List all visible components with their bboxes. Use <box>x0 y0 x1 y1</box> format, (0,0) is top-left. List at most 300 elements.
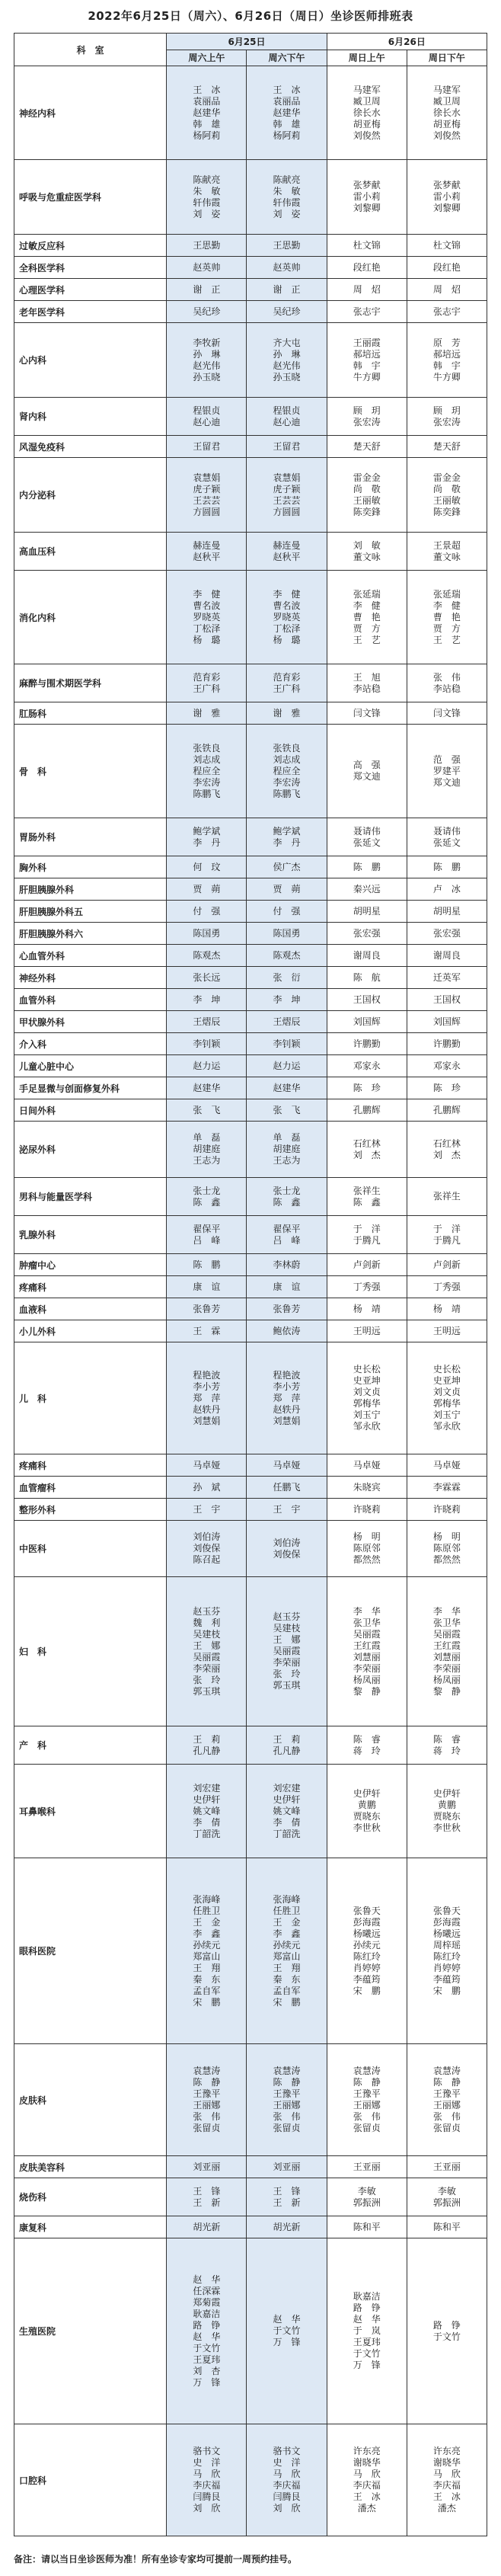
department-cell: 血管外科 <box>14 989 167 1011</box>
department-cell: 耳鼻喉科 <box>14 1765 167 1858</box>
doctor-cell-sat-pm: 张士龙 陈 鑫 <box>247 1178 327 1216</box>
table-row <box>14 967 487 989</box>
department-cell: 内分泌科 <box>14 458 167 533</box>
doctor-cell-sun-am: 陈 珍 <box>327 1077 407 1099</box>
doctor-cell-sat-am: 付 强 <box>167 901 247 923</box>
doctor-cell-sat-am: 赵力运 <box>167 1055 247 1077</box>
doctor-cell-sun-am: 王亚丽 <box>327 2156 407 2178</box>
doctor-cell-sun-pm: 雷金金 尚 敬 王丽敏 陈奕鋒 <box>407 458 487 533</box>
doctor-cell-sun-am: 于 洋 于腾凡 <box>327 1216 407 1254</box>
doctor-cell-sun-pm: 张梦献 雷小莉 刘黎卿 <box>407 160 487 235</box>
doctor-cell-sat-am: 谢 正 <box>167 279 247 301</box>
doctor-cell-sat-pm: 骆书文 史 洋 马 欣 李庆福 闫腾艮 刘 欣 <box>247 2424 327 2536</box>
doctor-cell-sat-pm: 康 谊 <box>247 1276 327 1298</box>
doctor-cell-sat-am: 陈献亮 朱 敏 轩伟霞 刘 姿 <box>167 160 247 235</box>
department-cell: 血液科 <box>14 1298 167 1320</box>
table-row <box>14 1342 487 1454</box>
doctor-cell-sat-pm: 刘宏建 史伊轩 姚文峰 李 倩 丁韶洗 <box>247 1765 327 1858</box>
table-row <box>14 1577 487 1726</box>
doctor-cell-sun-am: 马建军 臧卫周 徐长水 胡亚梅 刘俊然 <box>327 66 407 160</box>
table-row <box>14 2424 487 2536</box>
department-cell: 肝胆胰腺外科六 <box>14 923 167 945</box>
table-row <box>14 279 487 301</box>
doctor-cell-sat-am: 李钊颖 <box>167 1033 247 1055</box>
doctor-cell-sat-am: 张长远 <box>167 967 247 989</box>
doctor-cell-sat-pm: 任鹏飞 <box>247 1477 327 1499</box>
doctor-cell-sun-pm: 马卓娅 <box>407 1454 487 1477</box>
department-cell: 小儿外科 <box>14 1320 167 1342</box>
doctor-cell-sat-pm: 范育彩 王广科 <box>247 664 327 702</box>
doctor-cell-sun-pm: 迁英军 <box>407 967 487 989</box>
doctor-cell-sat-am: 张铁良 刘志成 程应全 李宏涛 陈鹏飞 <box>167 725 247 818</box>
doctor-cell-sat-am: 王熠辰 <box>167 1011 247 1033</box>
sunday-pm-header: 周日下午 <box>407 50 487 66</box>
doctor-cell-sat-pm: 侯广杰 <box>247 856 327 878</box>
doctor-cell-sat-pm: 张 飞 <box>247 1099 327 1122</box>
doctor-cell-sun-pm: 段红艳 <box>407 257 487 279</box>
doctor-cell-sat-pm: 付 强 <box>247 901 327 923</box>
doctor-cell-sun-am: 石红林 刘 杰 <box>327 1122 407 1178</box>
doctor-cell-sat-pm: 程银贞 赵心迪 <box>247 398 327 436</box>
doctor-cell-sat-am: 赵玉芬 魏 利 吴建枝 王 娜 吴丽霞 李荣丽 张 玲 郭玉琪 <box>167 1577 247 1726</box>
doctor-cell-sat-am: 王思勤 <box>167 235 247 257</box>
doctor-cell-sun-am: 丁秀强 <box>327 1276 407 1298</box>
doctor-cell-sun-pm: 周 炤 <box>407 279 487 301</box>
department-cell: 儿童心脏中心 <box>14 1055 167 1077</box>
doctor-cell-sat-pm: 赵建华 <box>247 1077 327 1099</box>
doctor-cell-sat-am: 赵 华 任深霖 郑菊霞 耿嘉洁 路 铮 赵 华 于文竹 王夏玮 刘 杏 万 锋 <box>167 2238 247 2424</box>
department-cell: 肾内科 <box>14 398 167 436</box>
department-cell: 呼吸与危重症医学科 <box>14 160 167 235</box>
doctor-cell-sat-am: 袁慧娟 虎子颖 王芸芸 方圆圆 <box>167 458 247 533</box>
doctor-cell-sun-pm: 袁慧涛 陈 静 王豫平 王丽娜 张 伟 张留贞 <box>407 2044 487 2156</box>
table-row <box>14 1477 487 1499</box>
table-row <box>14 458 487 533</box>
doctor-cell-sun-pm: 张志宇 <box>407 301 487 323</box>
table-row <box>14 1298 487 1320</box>
table-row <box>14 235 487 257</box>
doctor-cell-sat-pm: 王留君 <box>247 436 327 458</box>
doctor-cell-sun-am: 耿嘉洁 路 铮 赵 华 于 岚 王夏玮 于文竹 万 锋 <box>327 2238 407 2424</box>
doctor-cell-sun-am: 陈 睿 蒋 玲 <box>327 1726 407 1765</box>
doctor-cell-sun-pm: 顾 玥 张宏涛 <box>407 398 487 436</box>
doctor-cell-sat-am: 王 宇 <box>167 1499 247 1521</box>
sunday-am-header: 周日上午 <box>327 50 407 66</box>
department-cell: 妇 科 <box>14 1577 167 1726</box>
table-row <box>14 1254 487 1276</box>
table-row <box>14 664 487 702</box>
doctor-cell-sat-am: 鲍学斌 李 丹 <box>167 818 247 856</box>
doctor-cell-sun-am: 杜文锦 <box>327 235 407 257</box>
doctor-cell-sun-pm: 许晓莉 <box>407 1499 487 1521</box>
department-cell: 肝胆胰腺外科五 <box>14 901 167 923</box>
table-row <box>14 725 487 818</box>
table-row <box>14 160 487 235</box>
doctor-cell-sat-pm: 陈国勇 <box>247 923 327 945</box>
doctor-cell-sun-am: 史长松 史亚坤 刘文贞 郭梅华 刘玉宁 邹永欣 <box>327 1342 407 1454</box>
doctor-cell-sun-am: 王明远 <box>327 1320 407 1342</box>
department-cell: 胃肠外科 <box>14 818 167 856</box>
doctor-cell-sat-am: 李 坤 <box>167 989 247 1011</box>
doctor-cell-sun-pm: 史长松 史亚坤 刘文贞 郭梅华 刘玉宁 邹永欣 <box>407 1342 487 1454</box>
page-title: 2022年6月25日（周六）、6月26日（周日）坐诊医师排班表 <box>88 9 413 23</box>
doctor-cell-sat-pm: 王思勤 <box>247 235 327 257</box>
date-header-day2: 6月26日 <box>327 34 487 50</box>
doctor-cell-sun-pm: 张 伟 李站稳 <box>407 664 487 702</box>
doctor-cell-sat-am: 王 冰 袁丽品 赵建华 韩 雄 杨阿莉 <box>167 66 247 160</box>
doctor-cell-sat-pm: 赫连曼 赵秋平 <box>247 533 327 571</box>
department-cell: 皮肤科 <box>14 2044 167 2156</box>
doctor-cell-sun-pm: 史伊轩 黄鹏 贾晓东 李世秋 <box>407 1765 487 1858</box>
table-row <box>14 818 487 856</box>
department-cell: 肿瘤中心 <box>14 1254 167 1276</box>
department-cell: 日间外科 <box>14 1099 167 1122</box>
doctor-cell-sat-pm: 王熠辰 <box>247 1011 327 1033</box>
table-row <box>14 257 487 279</box>
doctor-cell-sat-am: 刘伯涛 刘俊保 陈召起 <box>167 1521 247 1577</box>
table-row <box>14 1178 487 1216</box>
doctor-cell-sun-pm: 卢剑新 <box>407 1254 487 1276</box>
doctor-cell-sun-am: 胡明星 <box>327 901 407 923</box>
doctor-cell-sat-pm: 刘伯涛 刘俊保 <box>247 1521 327 1577</box>
table-row <box>14 398 487 436</box>
table-row <box>14 2238 487 2424</box>
doctor-cell-sat-pm: 胡光新 <box>247 2216 327 2238</box>
doctor-cell-sat-pm: 谢 正 <box>247 279 327 301</box>
doctor-cell-sat-am: 赵英帅 <box>167 257 247 279</box>
department-cell: 泌尿外科 <box>14 1122 167 1178</box>
table-row <box>14 1055 487 1077</box>
doctor-cell-sat-pm: 赵力运 <box>247 1055 327 1077</box>
table-row <box>14 1858 487 2044</box>
department-cell: 疼痛科 <box>14 1454 167 1477</box>
doctor-cell-sun-pm: 陈 鹏 <box>407 856 487 878</box>
doctor-cell-sun-am: 许晓莉 <box>327 1499 407 1521</box>
department-cell: 心理医学科 <box>14 279 167 301</box>
doctor-cell-sat-am: 王 莉 孔凡静 <box>167 1726 247 1765</box>
doctor-cell-sat-pm: 齐大屯 孙 琳 赵光伟 孙玉晓 <box>247 323 327 398</box>
table-row <box>14 1320 487 1342</box>
department-cell: 疼痛科 <box>14 1276 167 1298</box>
doctor-cell-sat-am: 孙 斌 <box>167 1477 247 1499</box>
table-row <box>14 702 487 725</box>
doctor-cell-sun-am: 周 炤 <box>327 279 407 301</box>
doctor-cell-sat-am: 李牧新 孙 琳 赵光伟 孙玉晓 <box>167 323 247 398</box>
doctor-cell-sat-am: 范育彩 王广科 <box>167 664 247 702</box>
doctor-cell-sat-am: 何 玟 <box>167 856 247 878</box>
doctor-cell-sun-pm: 陈和平 <box>407 2216 487 2238</box>
table-row <box>14 301 487 323</box>
saturday-pm-header: 周六下午 <box>247 50 327 66</box>
doctor-cell-sat-pm: 陈观杰 <box>247 945 327 967</box>
doctor-cell-sat-am: 张鲁芳 <box>167 1298 247 1320</box>
doctor-cell-sat-pm: 刘亚丽 <box>247 2156 327 2178</box>
table-row <box>14 1454 487 1477</box>
doctor-cell-sat-am: 程银贞 赵心迪 <box>167 398 247 436</box>
doctor-cell-sat-pm: 袁慧娟 虎子颖 王芸芸 方圆圆 <box>247 458 327 533</box>
footer-note: 备注：请以当日坐诊医师为准！所有坐诊专家均可提前一周预约挂号。 <box>14 2554 298 2565</box>
doctor-cell-sun-am: 陈 鹏 <box>327 856 407 878</box>
doctor-cell-sun-am: 杨 靖 <box>327 1298 407 1320</box>
table-row <box>14 945 487 967</box>
doctor-cell-sun-pm: 王国权 <box>407 989 487 1011</box>
department-cell: 肛肠科 <box>14 702 167 725</box>
department-cell: 生殖医院 <box>14 2238 167 2424</box>
doctor-cell-sun-pm: 楚天舒 <box>407 436 487 458</box>
table-row <box>14 2178 487 2216</box>
doctor-cell-sun-pm: 原 芳 郝培远 韩 宇 牛方卿 <box>407 323 487 398</box>
doctor-cell-sat-pm: 程艳波 李小芳 郑 萍 赵轶丹 刘慧娟 <box>247 1342 327 1454</box>
doctor-cell-sat-am: 陈观杰 <box>167 945 247 967</box>
date-header-day1: 6月25日 <box>167 34 327 50</box>
table-row <box>14 571 487 664</box>
doctor-cell-sat-am: 吴纪珍 <box>167 301 247 323</box>
doctor-cell-sat-am: 陈 鹏 <box>167 1254 247 1276</box>
department-cell: 心内科 <box>14 323 167 398</box>
doctor-cell-sun-pm: 路 铮 于文竹 <box>407 2238 487 2424</box>
doctor-cell-sun-pm: 王明远 <box>407 1320 487 1342</box>
doctor-cell-sun-pm: 谢周良 <box>407 945 487 967</box>
department-cell: 康复科 <box>14 2216 167 2238</box>
department-cell: 神经外科 <box>14 967 167 989</box>
department-cell: 神经内科 <box>14 66 167 160</box>
doctor-cell-sun-pm: 石红林 刘 杰 <box>407 1122 487 1178</box>
department-cell: 整形外科 <box>14 1499 167 1521</box>
doctor-cell-sun-am: 孔鹏辉 <box>327 1099 407 1122</box>
doctor-cell-sun-pm: 陈 睿 蒋 玲 <box>407 1726 487 1765</box>
doctor-cell-sun-pm: 陈 珍 <box>407 1077 487 1099</box>
table-row <box>14 1216 487 1254</box>
doctor-cell-sun-am: 雷金金 尚 敬 王丽敏 陈奕鋒 <box>327 458 407 533</box>
schedule-table <box>14 33 487 2536</box>
doctor-cell-sun-am: 闫文锋 <box>327 702 407 725</box>
doctor-cell-sat-am: 李 健 曹名波 罗晓英 丁松泽 杨 璐 <box>167 571 247 664</box>
doctor-cell-sun-am: 楚天舒 <box>327 436 407 458</box>
table-row <box>14 1011 487 1033</box>
doctor-cell-sun-pm: 杜文锦 <box>407 235 487 257</box>
doctor-cell-sat-am: 翟保平 吕 峰 <box>167 1216 247 1254</box>
doctor-cell-sun-am: 刘国辉 <box>327 1011 407 1033</box>
doctor-cell-sun-pm: 胡明星 <box>407 901 487 923</box>
department-cell: 皮肤美容科 <box>14 2156 167 2178</box>
doctor-cell-sat-am: 赫连曼 赵秋平 <box>167 533 247 571</box>
doctor-cell-sat-am: 谢 雅 <box>167 702 247 725</box>
department-cell: 老年医学科 <box>14 301 167 323</box>
table-row <box>14 1499 487 1521</box>
table-row <box>14 436 487 458</box>
doctor-cell-sun-am: 秦兴远 <box>327 878 407 901</box>
doctor-cell-sun-pm: 张祥生 <box>407 1178 487 1216</box>
doctor-cell-sun-am: 张祥生 陈 鑫 <box>327 1178 407 1216</box>
doctor-cell-sun-am: 谢周良 <box>327 945 407 967</box>
doctor-cell-sun-pm: 刘国辉 <box>407 1011 487 1033</box>
doctor-cell-sat-pm: 赵玉芬 吴建枝 王 娜 吴丽霞 李荣丽 张 玲 郭玉琪 <box>247 1577 327 1726</box>
doctor-cell-sun-am: 许东亮 谢晓华 马 欣 李庆福 王 冰 潘杰 <box>327 2424 407 2536</box>
doctor-cell-sun-pm: 张延瑞 李 健 曹 艳 贾 方 王 艺 <box>407 571 487 664</box>
table-row <box>14 856 487 878</box>
department-cell: 胸外科 <box>14 856 167 878</box>
doctor-cell-sun-pm: 于 洋 于腾凡 <box>407 1216 487 1254</box>
doctor-cell-sun-am: 卢剑新 <box>327 1254 407 1276</box>
department-cell: 骨 科 <box>14 725 167 818</box>
doctor-cell-sun-am: 高 强 郑文迪 <box>327 725 407 818</box>
doctor-cell-sun-am: 李敏 郭振洲 <box>327 2178 407 2216</box>
doctor-cell-sun-am: 朱晓宾 <box>327 1477 407 1499</box>
doctor-cell-sun-am: 张梦献 雷小莉 刘黎卿 <box>327 160 407 235</box>
doctor-cell-sun-pm: 杨 靖 <box>407 1298 487 1320</box>
doctor-cell-sun-pm: 李 华 张卫华 吴丽霞 王红霞 刘慧丽 李荣丽 杨凤丽 黎 静 <box>407 1577 487 1726</box>
doctor-cell-sun-am: 许鹏勤 <box>327 1033 407 1055</box>
table-row <box>14 901 487 923</box>
department-cell: 过敏反应科 <box>14 235 167 257</box>
doctor-cell-sun-pm: 许东亮 谢晓华 马 欣 李庆福 王 冰 潘杰 <box>407 2424 487 2536</box>
doctor-cell-sat-am: 陈国勇 <box>167 923 247 945</box>
doctor-cell-sun-am: 聂请伟 张延文 <box>327 818 407 856</box>
table-row <box>14 1033 487 1055</box>
table-row <box>14 1122 487 1178</box>
doctor-cell-sun-pm: 张鲁天 彭海霞 杨曦远 周梓瑶 陈红玲 肖婷婷 李蕴筠 宋 鹏 <box>407 1858 487 2044</box>
table-row <box>14 1099 487 1122</box>
table-row <box>14 1765 487 1858</box>
doctor-cell-sat-pm: 王 冰 袁丽品 赵建华 韩 雄 杨阿莉 <box>247 66 327 160</box>
doctor-cell-sat-pm: 吴纪珍 <box>247 301 327 323</box>
doctor-cell-sun-pm: 张宏强 <box>407 923 487 945</box>
department-cell: 肝胆胰腺外科 <box>14 878 167 901</box>
table-row <box>14 1276 487 1298</box>
department-cell: 男科与能量医学科 <box>14 1178 167 1216</box>
doctor-cell-sun-am: 王国权 <box>327 989 407 1011</box>
department-cell: 儿 科 <box>14 1342 167 1454</box>
doctor-cell-sat-am: 刘宏建 史伊轩 姚文峰 李 倩 丁韶洗 <box>167 1765 247 1858</box>
doctor-cell-sat-pm: 赵 华 于文竹 万 锋 <box>247 2238 327 2424</box>
doctor-cell-sun-am: 张志宇 <box>327 301 407 323</box>
doctor-cell-sun-pm: 聂请伟 张延文 <box>407 818 487 856</box>
doctor-cell-sat-pm: 赵英帅 <box>247 257 327 279</box>
doctor-cell-sat-pm: 李林蔚 <box>247 1254 327 1276</box>
doctor-cell-sun-am: 马卓娅 <box>327 1454 407 1477</box>
doctor-cell-sat-pm: 李 健 曹名波 罗晓英 丁松泽 杨 璐 <box>247 571 327 664</box>
doctor-cell-sat-pm: 王 宇 <box>247 1499 327 1521</box>
doctor-cell-sat-pm: 单 磊 胡建庭 王志为 <box>247 1122 327 1178</box>
department-cell: 心血管外科 <box>14 945 167 967</box>
table-row <box>14 2156 487 2178</box>
doctor-cell-sun-pm: 卢 冰 <box>407 878 487 901</box>
doctor-cell-sat-am: 单 磊 胡建庭 王志为 <box>167 1122 247 1178</box>
doctor-cell-sun-pm: 闫文锋 <box>407 702 487 725</box>
doctor-cell-sun-pm: 李敏 郭振洲 <box>407 2178 487 2216</box>
doctor-cell-sat-am: 胡光新 <box>167 2216 247 2238</box>
department-cell: 风湿免疫科 <box>14 436 167 458</box>
doctor-cell-sat-am: 康 谊 <box>167 1276 247 1298</box>
doctor-cell-sat-pm: 袁慧涛 陈 静 王豫平 王丽娜 张 伟 张留贞 <box>247 2044 327 2156</box>
doctor-cell-sun-pm: 邓家永 <box>407 1055 487 1077</box>
doctor-cell-sun-am: 段红艳 <box>327 257 407 279</box>
department-cell: 介入科 <box>14 1033 167 1055</box>
table-row <box>14 878 487 901</box>
doctor-cell-sun-am: 刘 敏 董文咏 <box>327 533 407 571</box>
table-row <box>14 66 487 160</box>
doctor-cell-sat-am: 王 霖 <box>167 1320 247 1342</box>
department-cell: 消化内科 <box>14 571 167 664</box>
doctor-cell-sun-pm: 马建军 臧卫周 徐长水 胡亚梅 刘俊然 <box>407 66 487 160</box>
table-row <box>14 1726 487 1765</box>
doctor-cell-sat-pm: 李 坤 <box>247 989 327 1011</box>
doctor-cell-sat-pm: 张 衍 <box>247 967 327 989</box>
department-cell: 血管瘤科 <box>14 1477 167 1499</box>
doctor-cell-sun-pm: 许鹏勤 <box>407 1033 487 1055</box>
doctor-cell-sun-am: 邓家永 <box>327 1055 407 1077</box>
saturday-am-header: 周六上午 <box>167 50 247 66</box>
doctor-cell-sun-pm: 杨 明 陈原邻 都然然 <box>407 1521 487 1577</box>
doctor-cell-sat-pm: 张铁良 刘志成 程应全 李宏涛 陈鹏飞 <box>247 725 327 818</box>
doctor-cell-sun-pm: 范 强 罗建平 郑文迪 <box>407 725 487 818</box>
doctor-cell-sun-pm: 孔鹏辉 <box>407 1099 487 1122</box>
doctor-cell-sun-pm: 王景超 董文咏 <box>407 533 487 571</box>
doctor-cell-sun-am: 王丽霞 郝培远 韩 宇 牛方卿 <box>327 323 407 398</box>
department-cell: 全科医学科 <box>14 257 167 279</box>
doctor-cell-sun-am: 王 旭 李站稳 <box>327 664 407 702</box>
doctor-cell-sat-am: 张士龙 陈 鑫 <box>167 1178 247 1216</box>
table-row <box>14 533 487 571</box>
doctor-cell-sun-am: 杨 明 陈原邻 都然然 <box>327 1521 407 1577</box>
table-row <box>14 2044 487 2156</box>
department-header: 科 室 <box>14 34 167 66</box>
doctor-cell-sun-pm: 王亚丽 <box>407 2156 487 2178</box>
doctor-cell-sun-am: 陈 航 <box>327 967 407 989</box>
doctor-cell-sat-pm: 翟保平 吕 峰 <box>247 1216 327 1254</box>
doctor-cell-sat-am: 贾 蒴 <box>167 878 247 901</box>
department-cell: 中医科 <box>14 1521 167 1577</box>
doctor-cell-sat-am: 程艳波 李小芳 郑 萍 赵轶丹 刘慧娟 <box>167 1342 247 1454</box>
department-cell: 乳腺外科 <box>14 1216 167 1254</box>
table-row <box>14 323 487 398</box>
doctor-cell-sat-pm: 谢 雅 <box>247 702 327 725</box>
table-row <box>14 2216 487 2238</box>
department-cell: 麻醉与围术期医学科 <box>14 664 167 702</box>
doctor-cell-sun-pm: 李霖霖 <box>407 1477 487 1499</box>
schedule-body <box>14 66 487 2536</box>
doctor-cell-sun-pm: 丁秀强 <box>407 1276 487 1298</box>
doctor-cell-sat-am: 赵建华 <box>167 1077 247 1099</box>
doctor-cell-sun-am: 张鲁天 彭海霞 杨曦远 孙续元 陈红玲 肖婷婷 李蕴筠 宋 鹏 <box>327 1858 407 2044</box>
table-row <box>14 989 487 1011</box>
doctor-cell-sat-am: 王留君 <box>167 436 247 458</box>
doctor-cell-sat-am: 马卓娅 <box>167 1454 247 1477</box>
department-cell: 高血压科 <box>14 533 167 571</box>
table-row <box>14 923 487 945</box>
department-cell: 产 科 <box>14 1726 167 1765</box>
table-row <box>14 1521 487 1577</box>
doctor-cell-sat-am: 袁慧涛 陈 静 王豫平 王丽娜 张 伟 张留贞 <box>167 2044 247 2156</box>
doctor-cell-sun-am: 史伊轩 黄鹏 贾晓东 李世秋 <box>327 1765 407 1858</box>
doctor-cell-sun-am: 袁慧涛 陈 静 王豫平 王丽娜 张 伟 张留贞 <box>327 2044 407 2156</box>
doctor-cell-sat-pm: 鲍学斌 李 丹 <box>247 818 327 856</box>
doctor-cell-sat-pm: 张海峰 任胜卫 王 金 李 鑫 孙续元 郑富山 王 翔 秦 东 孟自军 宋 鹏 <box>247 1858 327 2044</box>
doctor-cell-sat-am: 刘亚丽 <box>167 2156 247 2178</box>
doctor-cell-sat-am: 张海峰 任胜卫 王 金 李 鑫 孙续元 郑富山 王 翔 秦 东 孟自军 宋 鹏 <box>167 1858 247 2044</box>
doctor-cell-sat-pm: 王 锋 王 新 <box>247 2178 327 2216</box>
department-cell: 甲状腺外科 <box>14 1011 167 1033</box>
doctor-cell-sat-pm: 马卓娅 <box>247 1454 327 1477</box>
doctor-cell-sat-am: 王 锋 王 新 <box>167 2178 247 2216</box>
doctor-cell-sat-pm: 王 莉 孔凡静 <box>247 1726 327 1765</box>
doctor-cell-sun-am: 张宏强 <box>327 923 407 945</box>
doctor-cell-sun-am: 李 华 张卫华 吴丽霞 王红霞 刘慧丽 李荣丽 杨凤丽 黎 静 <box>327 1577 407 1726</box>
department-cell: 手足显微与创面修复外科 <box>14 1077 167 1099</box>
table-row <box>14 1077 487 1099</box>
doctor-cell-sat-am: 张 飞 <box>167 1099 247 1122</box>
doctor-cell-sat-pm: 鲍依涛 <box>247 1320 327 1342</box>
